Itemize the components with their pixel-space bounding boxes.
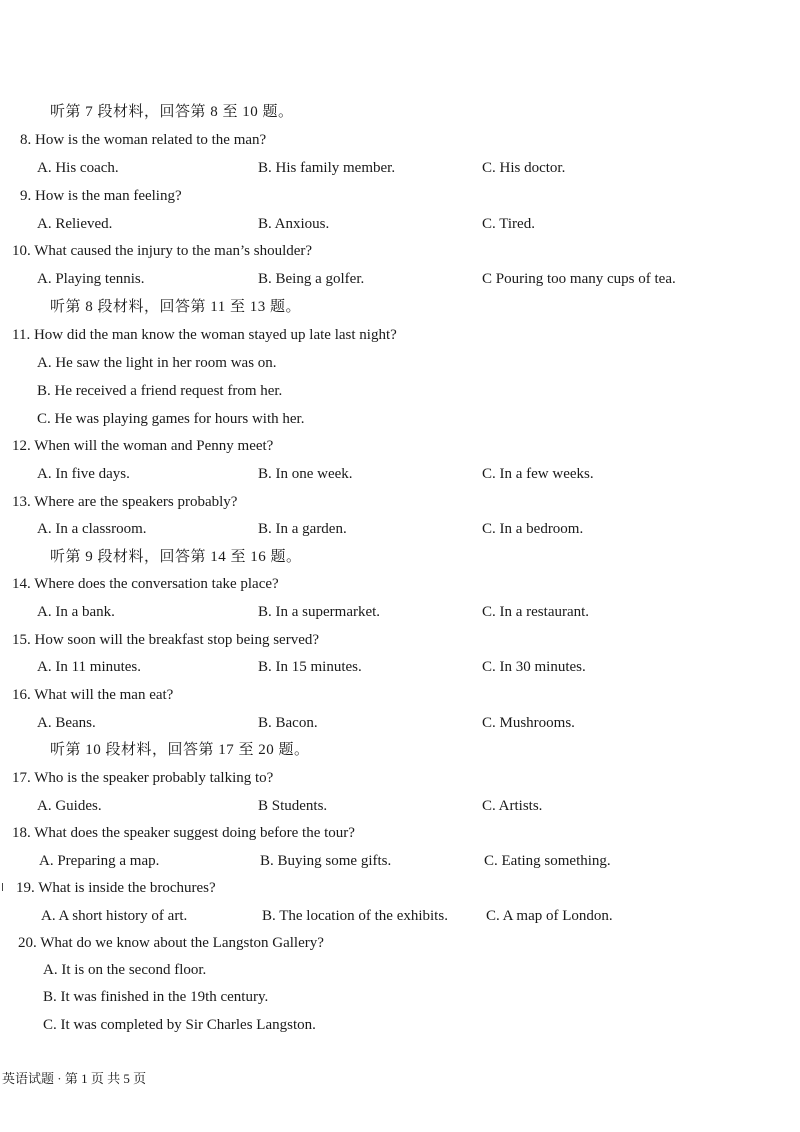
- option-c: C. Artists.: [482, 798, 543, 814]
- option-c: C. In 30 minutes.: [482, 659, 586, 675]
- option-a: A. He saw the light in her room was on.: [37, 355, 277, 371]
- option-a: A. Relieved.: [37, 216, 113, 232]
- question-stem: 19. What is inside the brochures?: [16, 880, 216, 896]
- question-stem: 11. How did the man know the woman stayed up late last night?: [12, 327, 397, 343]
- option-a: A. Beans.: [37, 715, 96, 731]
- option-b: B. Bacon.: [258, 715, 318, 731]
- option-b: B. His family member.: [258, 160, 396, 176]
- option-b: B. In 15 minutes.: [258, 659, 362, 675]
- option-c: C. Mushrooms.: [482, 715, 575, 731]
- option-a: A. In five days.: [37, 466, 130, 482]
- option-c: C Pouring too many cups of tea.: [482, 271, 676, 287]
- question-stem: 13. Where are the speakers probably?: [12, 494, 238, 510]
- option-b: B. Being a golfer.: [258, 271, 365, 287]
- option-a: A. His coach.: [37, 160, 119, 176]
- option-c: C. Eating something.: [484, 853, 611, 869]
- option-a: A. In 11 minutes.: [37, 659, 142, 675]
- section-heading: 听第 10 段材料，回答第 17 至 20 题。: [50, 742, 310, 758]
- option-c: C. Tired.: [482, 216, 535, 232]
- option-b: B Students.: [258, 798, 328, 814]
- option-b: B. It was finished in the 19th century.: [43, 989, 269, 1005]
- section-heading: 听第 8 段材料，回答第 11 至 13 题。: [50, 299, 301, 315]
- option-a: A. In a bank.: [37, 604, 115, 620]
- option-c: C. In a bedroom.: [482, 521, 584, 537]
- page-footer: 英语试题 · 第 1 页 共 5 页: [2, 1071, 147, 1086]
- option-c: C. He was playing games for hours with her.: [37, 411, 305, 427]
- option-c: C. In a few weeks.: [482, 466, 594, 482]
- question-stem: 16. What will the man eat?: [12, 687, 174, 703]
- option-c: C. A map of London.: [486, 908, 613, 924]
- option-b: B. In a garden.: [258, 521, 347, 537]
- section-heading: 听第 9 段材料，回答第 14 至 16 题。: [50, 549, 302, 565]
- option-c: C. In a restaurant.: [482, 604, 590, 620]
- option-c: C. It was completed by Sir Charles Langston.: [43, 1017, 316, 1033]
- option-b: B. In a supermarket.: [258, 604, 381, 620]
- option-a: A. In a classroom.: [37, 521, 147, 537]
- section-heading: 听第 7 段材料，回答第 8 至 10 题。: [50, 104, 294, 120]
- question-stem: 8. How is the woman related to the man?: [20, 132, 267, 148]
- option-a: A. Preparing a map.: [39, 853, 160, 869]
- option-b: B. Anxious.: [258, 216, 330, 232]
- option-b: B. The location of the exhibits.: [262, 908, 448, 924]
- option-a: A. It is on the second floor.: [43, 962, 207, 978]
- option-a: A. Guides.: [37, 798, 102, 814]
- question-stem: 20. What do we know about the Langston Gallery?: [18, 935, 324, 951]
- question-stem: 14. Where does the conversation take place?: [12, 576, 279, 592]
- option-b: B. In one week.: [258, 466, 353, 482]
- question-stem: 9. How is the man feeling?: [20, 188, 182, 204]
- option-b: B. He received a friend request from her.: [37, 383, 283, 399]
- margin-tick: [2, 883, 3, 891]
- question-stem: 17. Who is the speaker probably talking to?: [12, 770, 274, 786]
- question-stem: 18. What does the speaker suggest doing before the tour?: [12, 825, 355, 841]
- option-c: C. His doctor.: [482, 160, 566, 176]
- option-a: A. Playing tennis.: [37, 271, 145, 287]
- question-stem: 10. What caused the injury to the man’s shoulder?: [12, 243, 313, 259]
- question-stem: 15. How soon will the breakfast stop being served?: [12, 632, 320, 648]
- option-b: B. Buying some gifts.: [260, 853, 392, 869]
- question-stem: 12. When will the woman and Penny meet?: [12, 438, 274, 454]
- option-a: A. A short history of art.: [41, 908, 188, 924]
